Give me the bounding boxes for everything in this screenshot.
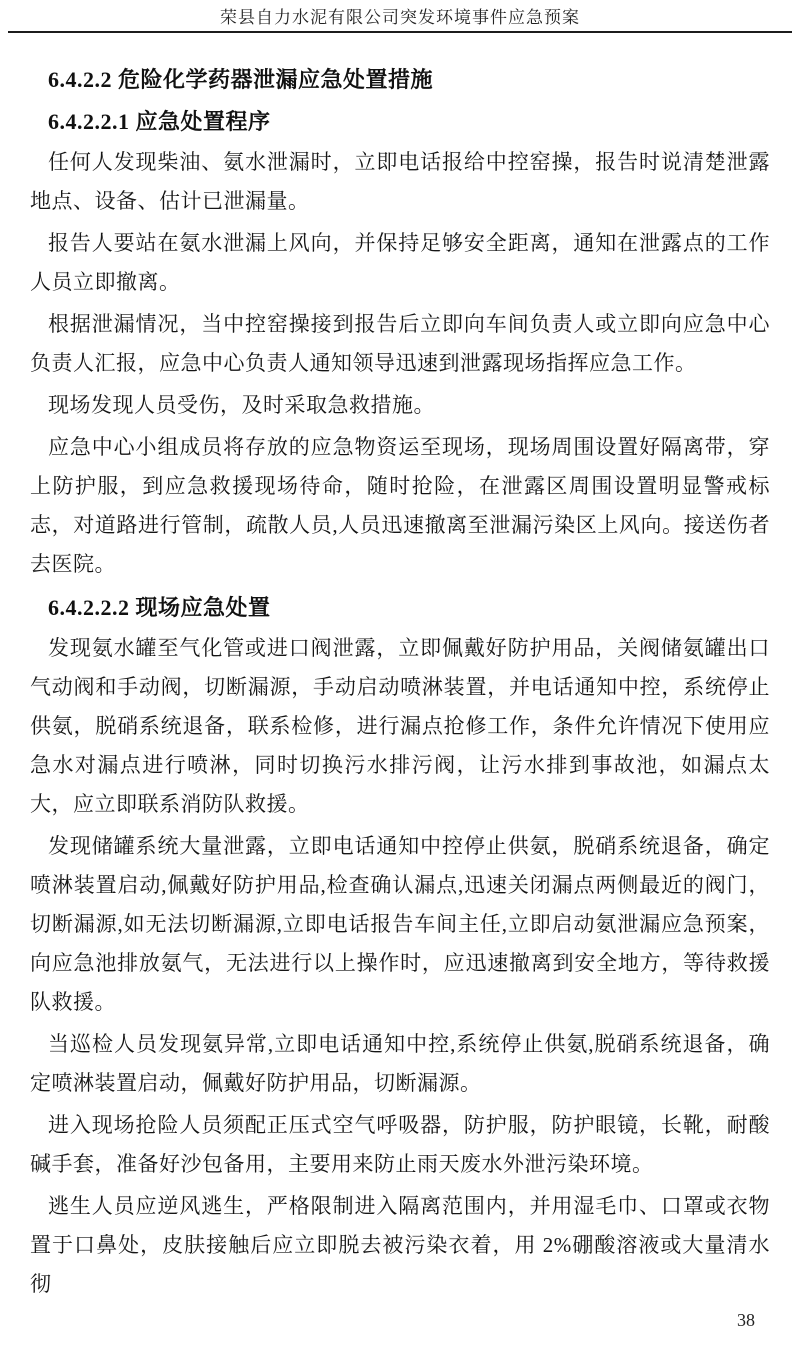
paragraph-rescuer-equipment: 进入现场抢险人员须配正压式空气呼吸器，防护服，防护眼镜，长靴，耐酸碱手套，准备好沙包备用，主要用来防止雨天废水外泄污染环境。 <box>30 1113 770 1176</box>
page-header <box>0 0 800 33</box>
paragraph-valve-leak: 发现氨水罐至气化管或进口阀泄露，立即佩戴好防护用品，关阀储氨罐出口气动阀和手动阀，切断漏源，手动启动喷淋装置，并电话通知中控，系统停止供氨，脱硝系统退备，联系检修，进行漏点抢修工作，条件允许情况下使用应急水对漏点进行喷淋，同时切换污水排污阀，让污水排到事故池，如漏点太大，应立即联系消防队救援。 <box>30 636 770 816</box>
paragraph-tank-leak: 发现储罐系统大量泄露，立即电话通知中控停止供氨，脱硝系统退备，确定喷淋装置启动,佩戴好防护用品,检查确认漏点,迅速关闭漏点两侧最近的阀门，切断漏源,如无法切断漏源,立即电话报告车间主任,立即启动氨泄漏应急预案，向应急池排放氨气，无法进行以上操作时，应迅速撤离到安全地方，等待救援队救援。 <box>30 834 770 1014</box>
paragraph-escape-guidance: 逃生人员应逆风逃生，严格限制进入隔离范围内，并用湿毛巾、口罩或衣物置于口鼻处，皮肤接触后应立即脱去被污染衣着，用 2%硼酸溶液或大量清水彻 <box>30 1194 770 1296</box>
page-number: 38 <box>737 1310 755 1330</box>
section-heading-6-4-2-2: 6.4.2.2 危险化学药器泄漏应急处置措施 <box>48 67 434 92</box>
document-body <box>30 33 770 1304</box>
paragraph-report-chain: 根据泄漏情况，当中控窑操接到报告后立即向车间负责人或立即向应急中心负责人汇报，应急中心负责人通知领导迅速到泄露现场指挥应急工作。 <box>30 312 770 375</box>
paragraph-report-anyone: 任何人发现柴油、氨水泄漏时，立即电话报给中控窑操，报告时说清楚泄露地点、设备、估计已泄漏量。 <box>30 150 770 213</box>
paragraph-first-aid: 现场发现人员受伤，及时采取急救措施。 <box>48 393 435 417</box>
section-heading-6-4-2-2-2: 6.4.2.2.2 现场应急处置 <box>48 595 271 620</box>
paragraph-patrol-abnormal: 当巡检人员发现氨异常,立即电话通知中控,系统停止供氨,脱硝系统退备，确定喷淋装置启动，佩戴好防护用品，切断漏源。 <box>30 1032 770 1095</box>
section-heading-6-4-2-2-1: 6.4.2.2.1 应急处置程序 <box>48 109 271 134</box>
paragraph-emergency-team: 应急中心小组成员将存放的应急物资运至现场，现场周围设置好隔离带，穿上防护服，到应急救援现场待命，随时抢险，在泄露区周围设置明显警戒标志，对道路进行管制，疏散人员,人员迅速撤离至泄漏污染区上风向。接送伤者去医院。 <box>30 435 770 576</box>
header-title: 荣县自力水泥有限公司突发环境事件应急预案 <box>220 8 580 27</box>
paragraph-reporter-upwind: 报告人要站在氨水泄漏上风向，并保持足够安全距离，通知在泄露点的工作人员立即撤离。 <box>30 231 770 294</box>
